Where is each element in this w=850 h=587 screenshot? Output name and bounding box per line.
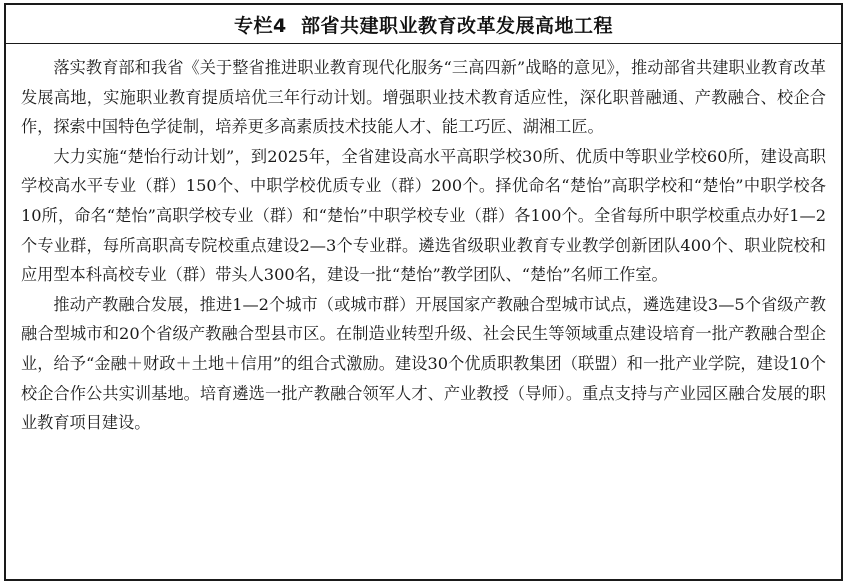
paragraph-chuyi-plan: 大力实施“楚怡行动计划”，到2025年，全省建设高水平高职学校30所、优质中等职业学校60所，建设高职学校高水平专业（群）150个、中职学校优质专业（群）200个。择优命名“楚怡”高职学校和“楚怡”中职学校各10所，命名“楚怡”高职学校专业（群）和“楚怡”中职学校专业（群）各100个。全省每所中职学校重点办好1—2个专业群，每所高职高专院校重点建设2—3个专业群。遴选省级职业教育专业教学创新团队400个、职业院校和应用型本科高校专业（群）带头人300名，建设一批“楚怡”教学团队、“楚怡”名师工作室。 — [21, 146, 826, 285]
paragraph-industry-education: 推动产教融合发展，推进1—2个城市（或城市群）开展国家产教融合型城市试点，遴选建设3—5个省级产教融合型城市和20个省级产教融合型县市区。在制造业转型升级、社会民生等领域重点建设培育一批产教融合型企业，给予“金融＋财政＋土地＋信用”的组合式激励。建设30个优质职教集团（联盟）和一批产业学院，建设10个校企合作公共实训基地。培育遴选一批产教融合领军人才、产业教授（导师）。重点支持与产业园区融合发展的职业教育项目建设。 — [21, 294, 826, 433]
column-box — [4, 3, 843, 581]
column-title: 专栏4 部省共建职业教育改革发展高地工程 — [234, 14, 613, 37]
column-title-bar — [6, 5, 841, 44]
column-content — [6, 44, 841, 438]
paragraph-implementation: 落实教育部和我省《关于整省推进职业教育现代化服务“三高四新”战略的意见》，推动部省共建职业教育改革发展高地，实施职业教育提质培优三年行动计划。增强职业技术教育适应性，深化职普融通、产教融合、校企合作，探索中国特色学徒制，培养更多高素质技术技能人才、能工巧匠、湖湘工匠。 — [21, 58, 826, 137]
